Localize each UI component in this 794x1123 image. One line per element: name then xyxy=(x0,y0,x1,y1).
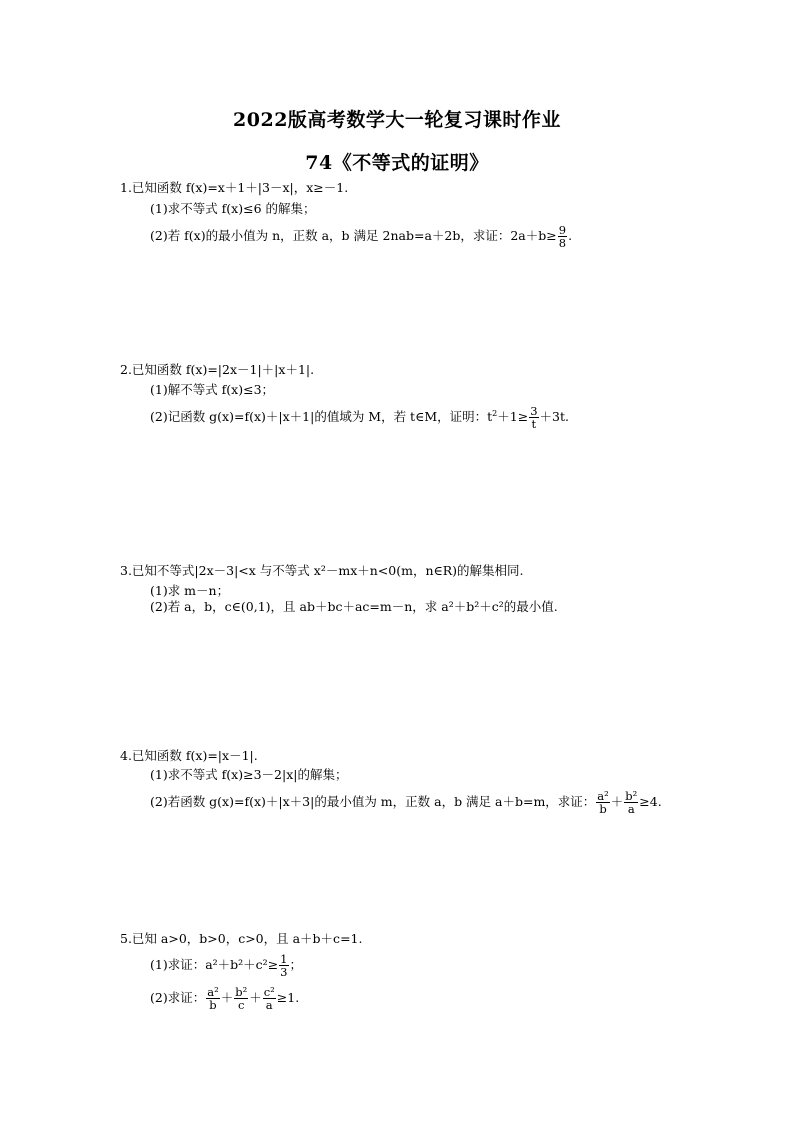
fraction-denominator: t xyxy=(531,417,537,431)
fraction xyxy=(624,790,638,815)
fraction-denominator: a xyxy=(265,998,273,1012)
problem-2-stem: 2.已知函数 f(x)=|2x－1|＋|x＋1|. xyxy=(120,362,315,377)
fraction-numerator: b² xyxy=(235,985,248,999)
problem-5-part-2-text: (2)求证： xyxy=(150,990,206,1005)
problem-2-part-2-end: ＋3t. xyxy=(539,409,569,424)
problem-5-part-2 xyxy=(150,986,299,1011)
problem-4-part-2-text: (2)若函数 g(x)=f(x)＋|x＋3|的最小值为 m，正数 a，b 满足 a＋b=m，求证： xyxy=(150,794,596,809)
problem-3-part-1: (1)求 m－n； xyxy=(150,583,230,598)
fraction-denominator: 3 xyxy=(280,965,288,979)
problem-1-part-2-end: . xyxy=(568,228,573,243)
fraction xyxy=(234,986,248,1011)
problem-1-stem: 1.已知函数 f(x)=x＋1＋|3－x|，x≥－1. xyxy=(120,180,349,195)
plus-sign: ＋ xyxy=(610,794,624,809)
problem-1-part-1: (1)求不等式 f(x)≤6 的解集； xyxy=(150,201,316,216)
fraction-numerator: a² xyxy=(597,789,609,803)
fraction-denominator: 8 xyxy=(558,236,567,250)
problem-5-part-1-text: (1)求证：a²＋b²＋c²≥ xyxy=(150,957,279,972)
problem-5-part-1-end: ； xyxy=(289,957,303,972)
fraction-denominator: c xyxy=(237,998,245,1012)
problem-2-part-2 xyxy=(150,405,569,430)
fraction-numerator: c² xyxy=(263,985,275,999)
fraction-numerator: 1 xyxy=(280,952,288,966)
problem-1-part-2 xyxy=(150,224,572,249)
problem-5-stem: 5.已知 a>0，b>0，c>0，且 a＋b＋c=1. xyxy=(120,931,363,946)
plus-sign: ＋ xyxy=(220,990,234,1005)
fraction-denominator: a xyxy=(627,802,635,816)
document-subtitle: 74《不等式的证明》 xyxy=(305,152,489,174)
document-title: 2022版高考数学大一轮复习课时作业 xyxy=(233,109,561,131)
problem-3-stem: 3.已知不等式|2x－3|<x 与不等式 x²－mx＋n<0(m，n∈R)的解集相同. xyxy=(120,563,524,578)
problem-4-part-1: (1)求不等式 f(x)≥3－2|x|的解集； xyxy=(150,767,348,782)
problem-5-part-2-end: ≥1. xyxy=(276,990,300,1005)
problem-2-part-2-mid: ＋1≥ xyxy=(497,409,529,424)
problem-2-part-1: (1)解不等式 f(x)≤3； xyxy=(150,382,275,397)
plus-sign: ＋ xyxy=(249,990,262,1005)
fraction-numerator: a² xyxy=(207,985,219,999)
fraction xyxy=(558,224,567,249)
exponent: 2 xyxy=(492,408,498,418)
fraction xyxy=(596,790,609,815)
fraction xyxy=(263,986,276,1011)
fraction xyxy=(279,953,288,978)
problem-2-part-2-text: (2)记函数 g(x)=f(x)＋|x＋1|的值域为 M，若 t∈M，证明：t xyxy=(150,409,493,424)
problem-4-stem: 4.已知函数 f(x)=|x－1|. xyxy=(120,748,258,763)
fraction-numerator: b² xyxy=(625,789,638,803)
problem-3-part-2: (2)若 a，b，c∈(0,1)，且 ab＋bc＋ac=m－n，求 a²＋b²＋c²的最小值. xyxy=(150,599,558,614)
problem-4-part-2-end: ≥4. xyxy=(639,794,662,809)
problem-4-part-2 xyxy=(150,790,662,815)
fraction-denominator: b xyxy=(599,802,607,816)
fraction-numerator: 9 xyxy=(558,223,567,237)
problem-1-part-2-text: (2)若 f(x)的最小值为 n，正数 a，b 满足 2nab=a＋2b，求证：2a＋b≥ xyxy=(150,228,557,243)
fraction xyxy=(206,986,219,1011)
fraction-denominator: b xyxy=(209,998,217,1012)
fraction-numerator: 3 xyxy=(530,404,538,418)
fraction xyxy=(529,405,538,430)
problem-5-part-1 xyxy=(150,953,302,978)
